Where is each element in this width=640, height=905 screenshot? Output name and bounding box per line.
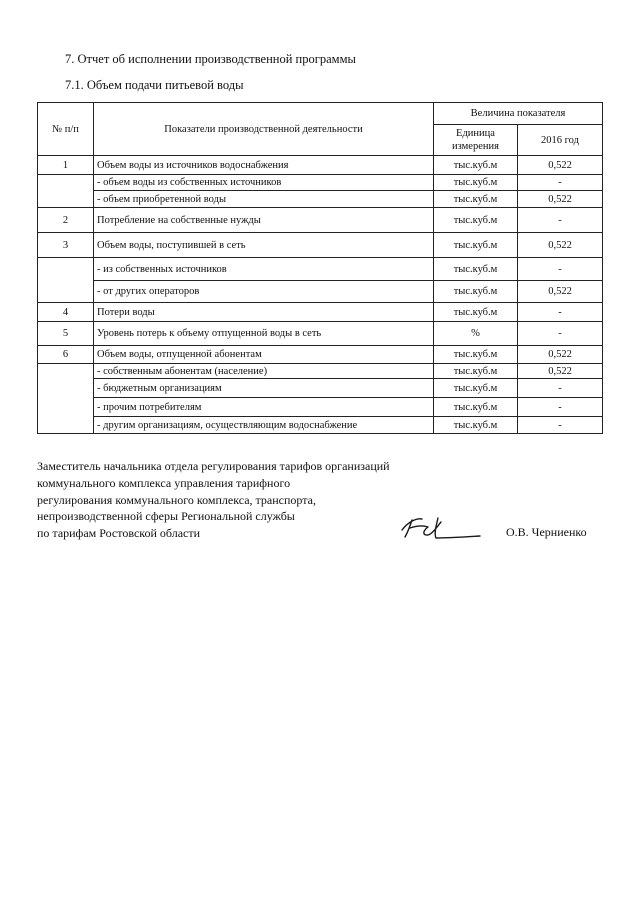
row-value: - <box>518 208 603 233</box>
table-row <box>38 156 603 175</box>
row-indicator: - объем воды из собственных источников <box>94 175 434 191</box>
row-value: 0,522 <box>518 346 603 364</box>
table-row <box>38 398 603 417</box>
col-header-year: 2016 год <box>518 125 603 156</box>
row-unit: тыс.куб.м <box>434 208 518 233</box>
row-num: 1 <box>38 156 94 175</box>
row-indicator: - прочим потребителям <box>94 398 434 417</box>
row-num: 2 <box>38 208 94 233</box>
signatory-name: О.В. Черниенко <box>506 525 587 539</box>
row-unit: тыс.куб.м <box>434 258 518 281</box>
row-unit: тыс.куб.м <box>434 346 518 364</box>
row-num: 3 <box>38 233 94 258</box>
row-value: 0,522 <box>518 364 603 379</box>
row-value: - <box>518 417 603 434</box>
row-num <box>38 364 94 434</box>
table-row <box>38 191 603 208</box>
table-row <box>38 208 603 233</box>
row-unit: тыс.куб.м <box>434 303 518 322</box>
row-indicator: - от других операторов <box>94 281 434 303</box>
row-num: 6 <box>38 346 94 364</box>
row-indicator: - объем приобретенной воды <box>94 191 434 208</box>
row-value: 0,522 <box>518 156 603 175</box>
row-num: 4 <box>38 303 94 322</box>
row-value: - <box>518 258 603 281</box>
table-row <box>38 322 603 346</box>
row-value: 0,522 <box>518 281 603 303</box>
row-unit: тыс.куб.м <box>434 175 518 191</box>
signatory-title-line: непроизводственной сферы Региональной службы <box>37 509 295 524</box>
signatory-block <box>37 458 390 542</box>
col-header-indicator: Показатели производственной деятельности <box>94 103 434 156</box>
col-header-value-group: Величина показателя <box>434 103 603 125</box>
row-value: 0,522 <box>518 233 603 258</box>
row-num <box>38 175 94 208</box>
row-indicator: Потребление на собственные нужды <box>94 208 434 233</box>
row-unit: % <box>434 322 518 346</box>
row-value: - <box>518 379 603 398</box>
table-body <box>38 156 603 434</box>
row-num <box>38 258 94 303</box>
row-unit: тыс.куб.м <box>434 398 518 417</box>
row-indicator: - другим организациям, осуществляющим водоснабжение <box>94 417 434 434</box>
row-indicator: Объем воды, поступившей в сеть <box>94 233 434 258</box>
row-indicator: Объем воды, отпущенной абонентам <box>94 346 434 364</box>
table-row <box>38 417 603 434</box>
signatory-title-line: регулирования коммунального комплекса, транспорта, <box>37 492 316 507</box>
row-indicator: Уровень потерь к объему отпущенной воды в сеть <box>94 322 434 346</box>
report-heading: 7. Отчет об исполнении производственной программы <box>65 52 356 66</box>
col-header-num: № п/п <box>38 103 94 156</box>
signatory-title-line: коммунального комплекса управления тарифного <box>37 475 291 490</box>
row-indicator: - собственным абонентам (население) <box>94 364 434 379</box>
row-unit: тыс.куб.м <box>434 281 518 303</box>
signatory-title-line: по тарифам Ростовской области <box>37 526 201 541</box>
row-unit: тыс.куб.м <box>434 233 518 258</box>
row-value: - <box>518 398 603 417</box>
row-indicator: - бюджетным организациям <box>94 379 434 398</box>
row-indicator: Потери воды <box>94 303 434 322</box>
row-value: - <box>518 303 603 322</box>
signatory-title-line: Заместитель начальника отдела регулирования тарифов организаций <box>37 459 390 473</box>
row-num: 5 <box>38 322 94 346</box>
row-unit: тыс.куб.м <box>434 379 518 398</box>
row-unit: тыс.куб.м <box>434 156 518 175</box>
table-row <box>38 233 603 258</box>
col-header-unit: Единица измерения <box>434 125 518 156</box>
table-row <box>38 346 603 364</box>
row-unit: тыс.куб.м <box>434 417 518 434</box>
handwritten-signature <box>398 508 488 542</box>
section-heading: 7.1. Объем подачи питьевой воды <box>65 78 244 92</box>
table-row <box>38 281 603 303</box>
table-row <box>38 364 603 379</box>
table-row <box>38 258 603 281</box>
row-indicator: Объем воды из источников водоснабжения <box>94 156 434 175</box>
table-row <box>38 175 603 191</box>
row-unit: тыс.куб.м <box>434 364 518 379</box>
row-indicator: - из собственных источников <box>94 258 434 281</box>
row-value: 0,522 <box>518 191 603 208</box>
row-value: - <box>518 175 603 191</box>
row-value: - <box>518 322 603 346</box>
table-row <box>38 303 603 322</box>
water-supply-table <box>37 102 603 434</box>
row-unit: тыс.куб.м <box>434 191 518 208</box>
table-row <box>38 379 603 398</box>
